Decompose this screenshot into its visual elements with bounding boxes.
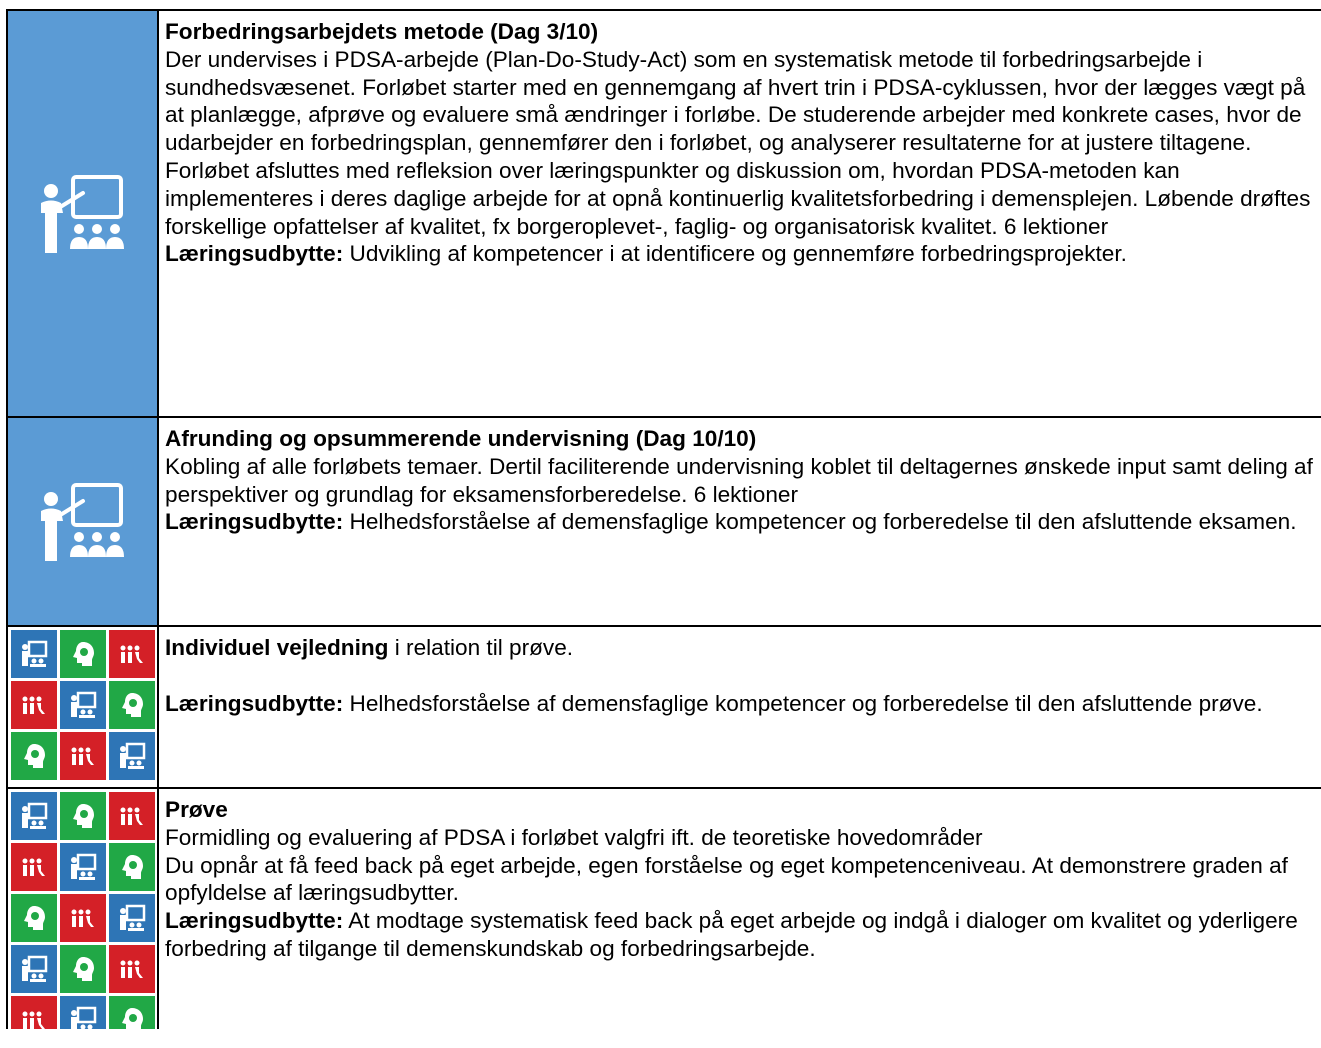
- teacher-tile-icon: [60, 681, 106, 729]
- outcome-text: At modtage systematisk feed back på eget arbejde og indgå i dialoger om kvalitet og yderligere forbedring af tilgange til demenskundskab og forbedringsarbejde.: [165, 908, 1298, 961]
- teacher-tile-icon: [109, 894, 155, 942]
- outcome-text: Helhedsforståelse af demensfaglige kompetencer og forberedelse til den afsluttende prøve.: [343, 690, 1263, 716]
- people-tile-icon: [11, 843, 57, 891]
- head-tile-icon: [60, 630, 106, 678]
- icon-cell: [8, 789, 159, 1029]
- row-title: Afrunding og opsummerende undervisning (Dag 10/10): [165, 426, 757, 451]
- head-tile-icon: [109, 996, 155, 1029]
- mixed-learning-tiles-icon: [8, 789, 158, 1029]
- outcome-text: Helhedsforståelse af demensfaglige kompetencer og forberedelse til den afsluttende eksamen.: [343, 509, 1297, 535]
- table-row: [8, 11, 1321, 418]
- outcome-label: Læringsudbytte:: [165, 908, 344, 934]
- people-tile-icon: [109, 792, 155, 840]
- outcome-label: Læringsudbytte:: [165, 241, 344, 267]
- head-tile-icon: [109, 681, 155, 729]
- people-tile-icon: [11, 996, 57, 1029]
- teacher-tile-icon: [11, 945, 57, 993]
- people-tile-icon: [11, 681, 57, 729]
- row-content: [159, 418, 1321, 625]
- mixed-learning-tiles-icon: [8, 627, 158, 783]
- row-content: [159, 789, 1321, 1029]
- row-description: Der undervises i PDSA-arbejde (Plan-Do-Study-Act) som en systematisk metode til forbedringsarbejde i sundhedsvæsenet. Forløbet starter med en gennemgang af hvert trin i PDSA-cyklussen, hvor der lægges vægt på at planlægge, afprøve og evaluere små ændringer i forløbe. De studerende arbejder med konkrete cases, hvor de udarbejder en forbedringsplan, gennemfører den i forløbet, og analyserer resultaterne for at justere tiltagene. Forløbet afsluttes med refleksion over læringspunkter og diskussion om, hvordan PDSA-metoden kan implementeres i deres daglige arbejde for at opnå kontinuerlig kvalitetsforbedring i demensplejen. Løbende drøftes forskellige opfattelser af kvalitet, fx borgeroplevet-, faglig- og organisatorisk kvalitet. 6 lektioner: [165, 46, 1311, 239]
- head-tile-icon: [109, 843, 155, 891]
- teacher-tile-icon: [109, 732, 155, 780]
- table-row: [8, 627, 1321, 789]
- row-title: Individuel vejledning: [165, 635, 389, 660]
- head-tile-icon: [11, 732, 57, 780]
- head-tile-icon: [60, 792, 106, 840]
- outcome-text: Udvikling af kompetencer i at identificere og gennemføre forbedringsprojekter.: [343, 241, 1127, 267]
- teacher-classroom-icon: [37, 481, 129, 563]
- row-description-2: Du opnår at få feed back på eget arbejde, egen forståelse og eget kompetenceniveau. At demonstrere graden af opfyldelse af læringsudbytter.: [165, 852, 1288, 906]
- row-description: Kobling af alle forløbets temaer. Dertil faciliterende undervisning koblet til deltagernes ønskede input samt deling af perspektiver og grundlag for eksamensforberedelse. 6 lektioner: [165, 453, 1313, 507]
- people-tile-icon: [60, 732, 106, 780]
- head-tile-icon: [11, 894, 57, 942]
- row-content: [159, 11, 1321, 416]
- icon-cell: [8, 418, 159, 625]
- people-tile-icon: [109, 945, 155, 993]
- row-description: Formidling og evaluering af PDSA i forløbet valgfri ift. de teoretiske hovedområder: [165, 824, 983, 850]
- row-title: Forbedringsarbejdets metode (Dag 3/10): [165, 19, 599, 44]
- people-tile-icon: [109, 630, 155, 678]
- people-tile-icon: [60, 894, 106, 942]
- outcome-label: Læringsudbytte:: [165, 509, 344, 535]
- row-content: [159, 627, 1321, 787]
- icon-cell: [8, 11, 159, 416]
- icon-cell: [8, 627, 159, 787]
- teacher-tile-icon: [11, 792, 57, 840]
- row-title-suffix: i relation til prøve.: [388, 635, 574, 660]
- teacher-classroom-icon: [37, 173, 129, 255]
- table-row: [8, 418, 1321, 627]
- teacher-tile-icon: [60, 843, 106, 891]
- table-row: [8, 789, 1321, 1029]
- outcome-label: Læringsudbytte:: [165, 690, 344, 716]
- module-table: [6, 9, 1321, 1029]
- teacher-tile-icon: [11, 630, 57, 678]
- row-title: Prøve: [165, 797, 228, 822]
- head-tile-icon: [60, 945, 106, 993]
- blank-line: [165, 662, 1315, 690]
- teacher-tile-icon: [60, 996, 106, 1029]
